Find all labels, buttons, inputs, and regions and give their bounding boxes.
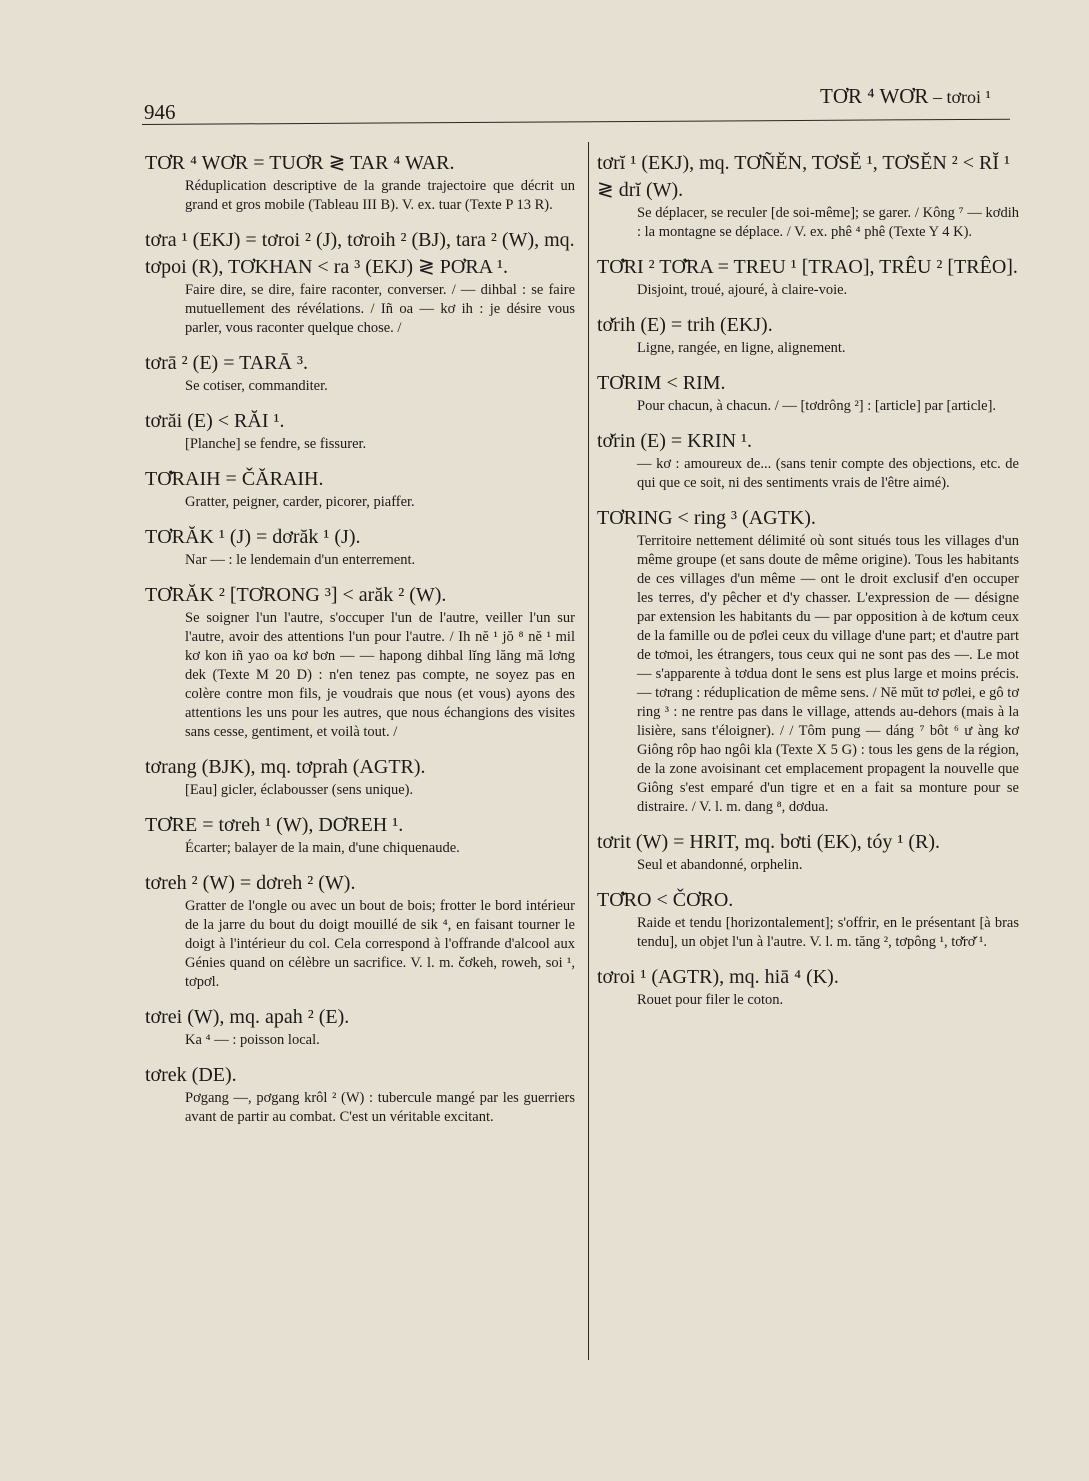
entry (597, 370, 1019, 416)
entry-definition: Gratter de l'ongle ou avec un bout de bois; frotter le bord intérieur de la jarre du bout du doigt mouillé de sik ⁴, en faisant tourner le doigt à l'intérieur du col. Cela correspond à l'offrande d'alcool aux Génies quand on célèbre un sacrifice. V. l. m. čơkeh, roweh, soi ¹, tơpơl. (185, 898, 575, 990)
entry-definition: — kơ : amoureux de... (sans tenir compte des objections, etc. de qui que ce soit, ni des sentiments vrais de l'être aimé). (637, 456, 1019, 491)
entry-definition: Raide et tendu [horizontalement]; s'offrir, en le présentant [à bras tendu], un objet l'un à l'autre. V. l. m. tăng ², tơpông ¹, tơ̆rơ̆ ¹. (637, 915, 1019, 950)
entry-definition: Rouet pour filer le coton. (637, 992, 784, 1008)
entry-definition: Faire dire, se dire, faire raconter, converser. / — dihbal : se faire mutuellement des révélations. / Iñ oa — kơ ih : je désire vous parler, vous raconter quelque chose. / (185, 282, 575, 336)
entry (597, 505, 1019, 817)
running-head (820, 84, 991, 109)
entry (597, 312, 1019, 358)
entry-headword: tơrā ² (E) = TARĀ ³. (145, 352, 308, 374)
entry (597, 829, 1019, 875)
entry-headword: TƠ̆RO < ČƠRO. (597, 889, 734, 911)
entry-headword: tơrei (W), mq. apah ² (E). (145, 1006, 350, 1028)
entry-headword: tơra ¹ (EKJ) = tơroi ² (J), tơroih ² (BJ), tara ² (W), mq. tơpoi (R), TƠKHAN < ra ³ (EKJ) ≷ PƠRA ¹. (145, 229, 575, 278)
entry-definition: Nar — : le lendemain d'un enterrement. (185, 552, 416, 568)
entry-definition: Écarter; balayer de la main, d'une chiquenaude. (185, 840, 460, 856)
entry-headword: tơrang (BJK), mq. tơprah (AGTR). (145, 756, 426, 778)
entry-definition: Se cotiser, commanditer. (185, 378, 328, 394)
entry (145, 870, 575, 992)
entry (597, 150, 1019, 242)
entry-headword: tơrăi (E) < RĂI ¹. (145, 410, 285, 432)
entry-headword: tơ̆rih (E) = trih (EKJ). (597, 314, 773, 336)
entry (145, 1004, 575, 1050)
entry-headword: TƠ̆RI ² TƠ̆RA = TREU ¹ [TRAO], TRÊU ² [TRÊO]. (597, 256, 1018, 278)
entry-headword: TƠRIM < RIM. (597, 372, 726, 394)
entry (145, 408, 575, 454)
entry-headword: TƠRING < ring ³ (AGTK). (597, 507, 816, 529)
entry-definition: Seul et abandonné, orphelin. (637, 857, 803, 873)
running-head-main: TƠR ⁴ WƠR (820, 84, 929, 108)
header-rule (142, 119, 1010, 125)
left-column (145, 150, 575, 1139)
entry-headword: tơroi ¹ (AGTR), mq. hiā ⁴ (K). (597, 966, 839, 988)
entry-headword: tơreh ² (W) = dơreh ² (W). (145, 872, 356, 894)
entry (145, 466, 575, 512)
entry-headword: TƠ̆RAIH = ČĂRAIH. (145, 468, 324, 490)
entry-headword: TƠRĂK ² [TƠRONG ³] < arăk ² (W). (145, 584, 447, 606)
entry (145, 350, 575, 396)
entry-definition: Pơgang —, pơgang krôl ² (W) : tubercule mangé par les guerriers avant de partir au combat. C'est un véritable excitant. (185, 1090, 575, 1125)
entry (145, 754, 575, 800)
entry-headword: TƠRE = tơreh ¹ (W), DƠREH ¹. (145, 814, 404, 836)
running-head-sub: – tơroi ¹ (928, 87, 991, 107)
entry (145, 1062, 575, 1127)
entry-definition: [Planche] se fendre, se fissurer. (185, 436, 367, 452)
entry-definition: Disjoint, troué, ajouré, à claire-voie. (637, 282, 848, 298)
entry-definition: Réduplication descriptive de la grande trajectoire que décrit un grand et gros mobile (Tableau III B). V. ex. tuar (Texte P 13 R). (185, 178, 575, 213)
entry-headword: TƠRĂK ¹ (J) = dơrăk ¹ (J). (145, 526, 361, 548)
entry-definition: Ligne, rangée, en ligne, alignement. (637, 340, 846, 356)
entry-headword: tơrit (W) = HRIT, mq. bơti (EK), tóy ¹ (R). (597, 831, 940, 853)
entry-definition: Se déplacer, se reculer [de soi-même]; se garer. / Kông ⁷ — kơdih : la montagne se déplace. / V. ex. phê ⁴ phê (Texte Y 4 K). (637, 205, 1019, 240)
entry-headword: TƠR ⁴ WƠR = TUƠR ≷ TAR ⁴ WAR. (145, 152, 455, 174)
entry (597, 964, 1019, 1010)
right-column (597, 150, 1019, 1022)
entry-headword: tơrĭ ¹ (EKJ), mq. TƠÑĔN, TƠSĔ ¹, TƠSĔN ² < RĬ ¹ ≷ drĭ (W). (597, 152, 1011, 201)
entry-definition: Territoire nettement délimité où sont situés tous les villages d'un même groupe (et sans doute de même origine). Tous les habitants de ces villages d'un même — ont le droit exclusif d'en occuper les terres, d'y pêcher et d'y chasser. L'expression de — désigne par extension les habitants du — par opposition à de kơtum ceux de la famille ou de pơlei ceux du village d'une part; et d'autre part de tơmoi, les étrangers, tous ceux qui ne sont pas des —. Le mot — s'apparente à tơdua dont le sens est plus large et moins précis. — tơrang : réduplication de même sens. / Nĕ mŭt tơ pơlei, e gô tơ ring ³ : ne rentre pas dans le village, attends au-dehors (mais à la lisière, sans t'éloigner). / / Tôm pung — dáng ⁷ bôt ⁶ ư àng kơ Giông rôp hao ngôi kla (Texte X 5 G) : tous les gens de la région, de la zone avoisinant cet emplacement propagent la nouvelle que Giông s'est emparé d'un tigre et en a fait sa monture pour se distraire. / V. l. m. dang ⁸, dơdua. (637, 533, 1019, 815)
page-number: 946 (144, 100, 176, 124)
entry-definition: Pour chacun, à chacun. / — [tơdrông ²] : [article] par [article]. (637, 398, 997, 414)
entry-headword: tơ̆rin (E) = KRIN ¹. (597, 430, 753, 452)
entry (145, 227, 575, 338)
entry-definition: [Eau] gicler, éclabousser (sens unique). (185, 782, 414, 798)
entry-definition: Ka ⁴ — : poisson local. (185, 1032, 320, 1048)
entry (597, 428, 1019, 493)
entry (145, 582, 575, 742)
entry (145, 524, 575, 570)
entry (145, 812, 575, 858)
entry-definition: Gratter, peigner, carder, picorer, piaffer. (185, 494, 415, 510)
entry (597, 887, 1019, 952)
entry-headword: tơrek (DE). (145, 1064, 237, 1086)
column-divider (588, 142, 589, 1360)
entry-definition: Se soigner l'un l'autre, s'occuper l'un de l'autre, veiller l'un sur l'autre, avoir des attentions l'un pour l'autre. / Ih nĕ ¹ jŏ ⁸ nĕ ¹ mil kơ kon iñ yao oa kơ bơn — — hapong dihbal lĭng lăng mă lơng dek (Texte M 20 D) : n'en tenez pas compte, ne soyez pas en colère contre mon fils, je voudrais que nous (et vous) ayons des attentions les uns pour les autres, que nous échangions des visites sans cesse, gentiment, et voilà tout. / (185, 610, 575, 740)
entry (597, 254, 1019, 300)
entry (145, 150, 575, 215)
